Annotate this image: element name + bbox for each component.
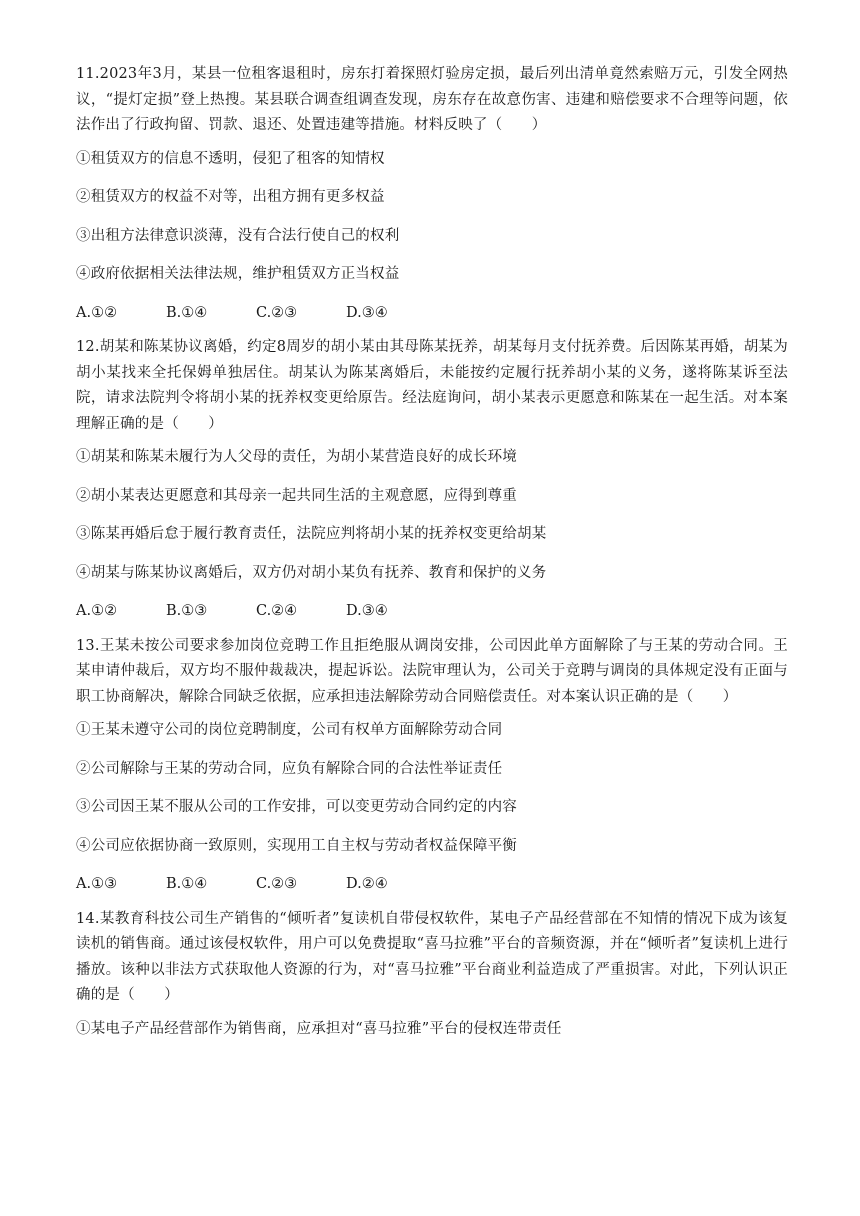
- statement-option: ④胡某与陈某协议离婚后，双方仍对胡小某负有抚养、教育和保护的义务: [76, 564, 547, 581]
- answer-choice: D.③④: [346, 603, 388, 619]
- statement-option: ③陈某再婚后怠于履行教育责任，法院应判将胡小某的抚养权变更给胡某: [76, 526, 547, 542]
- answer-choice: B.①④: [166, 876, 208, 892]
- statement-option: ①胡某和陈某未履行为人父母的责任，为胡小某营造良好的成长环境: [76, 449, 517, 465]
- statement-option: ①某电子产品经营部作为销售商，应承担对“喜马拉雅”平台的侵权连带责任: [76, 1020, 562, 1037]
- answer-choice: D.②④: [346, 876, 388, 892]
- answer-choice: C.②④: [256, 603, 298, 619]
- answer-choice: B.①④: [166, 304, 208, 321]
- statement-option: ①王某未遵守公司的岗位竞聘制度，公司有权单方面解除劳动合同: [76, 722, 503, 738]
- statement-option: ③公司因王某不服从公司的工作安排，可以变更劳动合同约定的内容: [76, 799, 517, 815]
- answer-choice: A.①②: [76, 304, 118, 321]
- question-14: [76, 907, 788, 1043]
- question-stem: 11.2023年3月，某县一位租客退租时，房东打着探照灯验房定损，最后列出清单竟然索赔万元，引发全网热议，“提灯定损”登上热搜。某县联合调查组调查发现，房东存在故意伤害、违建和赔偿要求不合理等问题，依法作出了行政拘留、罚款、退还、处置违建等措施。材料反映了（ ）: [76, 66, 788, 133]
- statement-option: ②租赁双方的权益不对等，出租方拥有更多权益: [76, 189, 385, 205]
- statement-option: ②公司解除与王某的劳动合同，应负有解除合同的合法性举证责任: [76, 760, 503, 777]
- question-stem: 14.某教育科技公司生产销售的“倾听者”复读机自带侵权软件，某电子产品经营部在不知情的情况下成为该复读机的销售商。通过该侵权软件，用户可以免费提取“喜马拉雅”平台的音频资源，并在“倾听者”复读机上进行播放。该种以非法方式获取他人资源的行为，对“喜马拉雅”平台商业利益造成了严重损害。对此，下列认识正确的是（ ）: [76, 910, 788, 1003]
- statement-option: ③出租方法律意识淡薄，没有合法行使自己的权利: [76, 227, 400, 244]
- answer-choice: C.②③: [256, 304, 298, 321]
- question-12: [76, 335, 788, 625]
- answer-choice: D.③④: [346, 304, 388, 321]
- statement-option: ②胡小某表达更愿意和其母亲一起共同生活的主观意愿，应得到尊重: [76, 487, 517, 504]
- question-stem: 13.王某未按公司要求参加岗位竞聘工作且拒绝服从调岗安排，公司因此单方面解除了与王某的劳动合同。王某申请仲裁后，双方均不服仲裁裁决，提起诉讼。法院审理认为，公司关于竞聘与调岗的具体规定没有正面与职工协商解决，解除合同缺乏依据，应承担违法解除劳动合同赔偿责任。对本案认识正确的是（ ）: [76, 637, 788, 705]
- answer-choices: [76, 599, 788, 625]
- answer-choice: A.①②: [76, 603, 118, 619]
- statement-option: ①租赁双方的信息不透明，侵犯了租客的知情权: [76, 150, 385, 167]
- question-stem: 12.胡某和陈某协议离婚，约定8周岁的胡小某由其母陈某抚养，胡某每月支付抚养费。后因陈某再婚，胡某为胡小某找来全托保姆单独居住。胡某认为陈某离婚后，未能按约定履行抚养胡小某的义务，遂将陈某诉至法院，请求法院判令将胡小某的抚养权变更给原告。经法庭询问，胡小某表示更愿意和陈某在一起生活。对本案理解正确的是（ ）: [76, 339, 788, 432]
- answer-choice: A.①③: [76, 876, 118, 892]
- question-13: [76, 634, 788, 898]
- answer-choices: [76, 301, 788, 327]
- answer-choice: B.①③: [166, 603, 208, 619]
- statement-option: ④政府依据相关法律法规，维护租赁双方正当权益: [76, 266, 400, 282]
- exam-page: [76, 62, 788, 1055]
- question-11: [76, 62, 788, 326]
- answer-choice: C.②③: [256, 876, 298, 892]
- statement-option: ④公司应依据协商一致原则，实现用工自主权与劳动者权益保障平衡: [76, 837, 517, 854]
- answer-choices: [76, 872, 788, 898]
